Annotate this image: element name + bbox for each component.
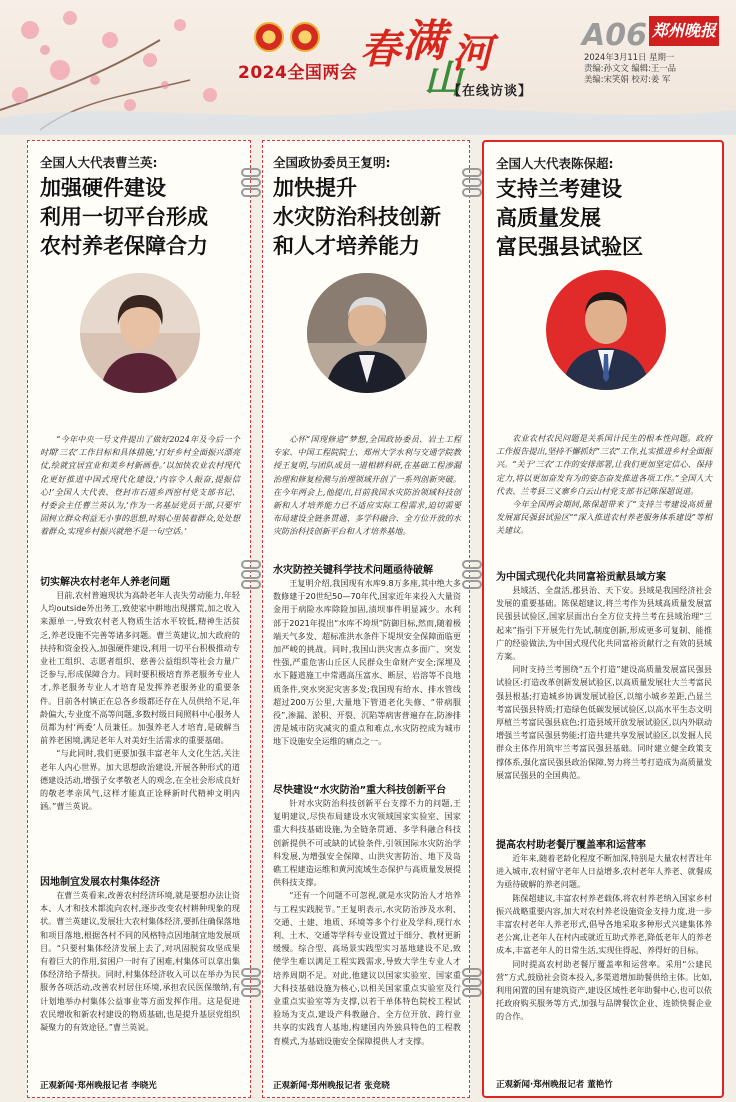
portrait-illustration [307, 273, 427, 393]
section-title: 因地制宜发展农村集体经济 [40, 877, 160, 888]
binder-rings [462, 168, 484, 198]
portrait-illustration [546, 270, 666, 390]
article-column [262, 140, 470, 1098]
section-body [496, 584, 712, 782]
ring-decoration [462, 580, 482, 589]
section-title: 为中国式现代化共同富裕贡献县域方案 [496, 572, 666, 583]
page-number: A06 [582, 18, 647, 53]
page-header [0, 0, 736, 135]
body-paragraph: “还有一个问题不可忽视,就是水灾防治人才培养与工程实践脱节。”王复明表示,水灾防治涉及水利、交通、土建、地质、环境等多个行业及学科,现行水利、土木、交通等学科专业设置过于细分、教材更新缓慢。综合型、高场景实践型实习基地建设不足,致使学生难以满足工程实践需求,导致大学生专业人才培养周期不足。对此,他建议以国家实验室、国家重大科技基础设施为核心,以相关国家重点实验室及行业重点实验室等为支撑,以若干单体特色院校工程试验场为支点,建设产科教融合、全方位开放、跨行业共享的实践育人基地,构建国内外独具特色的工程教育模式,为基础设施安全保障提供人才支撑。 [273, 890, 461, 1046]
portrait-photo [307, 273, 427, 393]
ring-decoration [462, 178, 482, 187]
headline-line: 利用一切平台形成 [40, 204, 208, 229]
binder-rings [241, 168, 263, 198]
binder-rings [241, 560, 263, 590]
lead-paragraph: 心怀“国现修造”梦想,全国政协委员、岩土工程专家、中国工程院院士、郑州大学水利与交通学院教授王复明,与团队成员一道相耕科研,在基础工程渗漏治理和修复检测与治理领域开创了一系列创新突破。在今年两会上,他提出,目前我国水灾防治领域科技创新和人才培养能力已不适应实际工程需求,迫切需要布局建设全链条贯通、多学科融合、全方位开放的水灾防治科技创新平台和人才培养基地。 [273, 434, 461, 537]
section-title: 切实解决农村老年人养老问题 [40, 577, 170, 588]
article-lead [40, 433, 240, 539]
article-heading [40, 153, 240, 260]
headline-line: 富民强县试验区 [496, 234, 643, 259]
issue-meta [584, 52, 676, 85]
lead-paragraph: 农业农村农民问题是关系国计民生的根本性问题。政府工作报告提出,坚持不懈抓好“三农”工作,扎实推进乡村全面振兴。“关于‘三农’工作的安排部署,让我们更加坚定信心、保持定力,将以更加奋发有为的姿态奋发推进各项工作。”全国人大代表、兰考县三义寨乡白云山村党支部书记陈保超说道。 [496, 433, 712, 496]
article-subtitle: 全国政协委员王复明: [273, 155, 391, 170]
article-subtitle: 全国人大代表曹兰英: [40, 155, 158, 170]
ring-decoration [241, 968, 261, 977]
section-title: 提高农村助老餐厅覆盖率和运营率 [496, 840, 646, 851]
section-title: 尽快建设“水灾防治”重大科技创新平台 [273, 785, 447, 796]
body-paragraph: 王复明介绍,我国现有水库9.8万多座,其中绝大多数修建于20世纪50—70年代,国家近年来投入大量资金用于病险水库除险加固,渍坝事件明显减少。水利部于2021年提出“水库不垮坝”防御目标,然而,随着极端天气多发、超标准洪水条件下堤坝安全保障面临更加严峻的挑战。同时,我国山洪灾害点多面广、突发性强,严重危害山丘区人民群众生命财产安全;深埋及水下隧道施工中常遇高压富水、断层、岩溶等不良地质条件,突水突泥灾害多发;我国现有给水、排水管线超过200万公里,大量地下管道老化失修、“带病服役”,渗漏、淤积、开裂、沉陷等病害普遍存在,防渗排涝是城市防灾减灾的重点和难点,水灾防控成为城市地下设施安全运维的痛点之一。 [273, 578, 461, 747]
credits-line: 美编:宋笑娟 校对:姜 军 [584, 74, 671, 84]
article-byline: 正观新闻·郑州晚报记者 张竞晓 [273, 1081, 390, 1091]
emblems [254, 22, 320, 52]
ring-decoration [241, 580, 261, 589]
section-body [496, 852, 712, 1024]
headline-line: 加快提升 [273, 175, 357, 200]
article-headline [40, 173, 240, 260]
ring-decoration [241, 178, 261, 187]
headline-line: 高质量发展 [496, 205, 601, 230]
tagline: 【在线访谈】 [448, 84, 533, 99]
ring-decoration [462, 570, 482, 579]
article-lead [273, 433, 461, 539]
portrait-illustration [80, 273, 200, 393]
headline-line: 支持兰考建设 [496, 176, 622, 201]
body-paragraph: 目前,农村普遍现状为高龄老年人丧失劳动能力,年轻人均outside外出务工,致使家中耕地出现撂荒,加之收入来源单一,导致农村老人物质生活水平较低,精神生活贫乏,养老设施不完善等诸多问题。曹兰英建议,加大政府的扶持和资金投入,加强硬件建设,利用一切平台积极推动专业社工组织、志愿者组织、慈善公益组织等社会力量广泛参与,形成保障合力。同时要积极培育养老服务专业人才,养老服务专业人才培育是发挥养老服务业的重要条件。目前各村镇正在总各乡级都还存在人员供给不足,年龄偏大,专业度不高等问题,多数村级日间照料中心服务人员都为村‘两委’人员兼任。加强养老人才培育,是破解当前养老困境,满足老年人对美好生活需求的重要基础。 [40, 590, 240, 746]
headline-line: 水灾防治科技创新 [273, 204, 441, 229]
binder-rings [462, 968, 484, 998]
section-body [273, 577, 461, 749]
section-title: 水灾防控关键科学技术问题亟待破解 [273, 565, 433, 576]
body-paragraph: 在曹兰英看来,改善农村经济环境,就是要想办法让资本、人才和技术都流向农村,逐步改变农村耕种现象的现状。曹兰英建议,发展壮大农村集体经济,要抓住确保落地和项目落地,根据各村不同的风格特点因地制宜地发展项目。“只要村集体经济发展上去了,对巩固脱贫攻坚成果有着巨大的作用,贫困户一时有了困难,村集体可以拿出集体经济给予帮扶。同时,村集体经济收入可以在举办为民服务各项活动,改善农村居住环境,承担农民医保缴纳,有计划地举办村集体公益事业等方面发挥作用。这是促进农民增收和新农村建设的物质基础,也是提升基层党组织凝聚力的有效途径。”曹兰英说。 [40, 890, 240, 1033]
article-headline [496, 174, 716, 261]
article-byline: 正观新闻·郑州晚报记者 李晓光 [40, 1081, 157, 1091]
body-paragraph: 针对水灾防治科技创新平台支撑不力的问题,王复明建议,尽快布局建设水灾领域国家实验室、国家重大科技基础设施,为全链条贯通、多学科融合科技创新提供不可或缺的试验条件,引领国际水灾防治学科发展,为增强安全保障、山洪灾害防治、地下及岛礁工程建造运维和黄河流域生态保护与高质量发展提供科技支撑。 [273, 798, 461, 888]
brand-char: 春 [360, 26, 400, 73]
brand-char: 河 [452, 30, 492, 77]
body-paragraph: 同时提高农村助老餐厅覆盖率和运营率。采用“公建民营”方式,鼓励社会资本投入,多渠道增加助餐供给主体。比如,利用闲置的国有建筑资产,建设区域性老年助餐中心,也可以依托政府购买服务等方式,加强与品牌餐饮企业、连锁快餐企业的合作。 [496, 958, 712, 1022]
ring-decoration [462, 988, 482, 997]
headline-line: 和人才培养能力 [273, 233, 420, 258]
issue-date: 2024年3月11日 星期一 [584, 52, 675, 62]
ring-decoration [241, 988, 261, 997]
national-emblem-icon [254, 22, 284, 52]
headline-line: 农村养老保障合力 [40, 233, 208, 258]
lead-paragraph: 今年全国两会期间,陈保超带来了“支持兰考建设高质量发展富民强县试验区”“深入推进农村养老服务体系建设”等相关建议。 [496, 499, 712, 536]
ring-decoration [241, 168, 261, 177]
brand-char: 山 [424, 56, 463, 101]
article-headline [273, 173, 463, 260]
ring-decoration [462, 978, 482, 987]
section-body [40, 889, 240, 1034]
ring-decoration [241, 570, 261, 579]
brand-char: 满 [402, 16, 446, 67]
article-column-highlighted [482, 140, 724, 1098]
body-paragraph: 近年来,随着老龄化程度不断加深,特别是大量农村青壮年进入城市,农村留守老年人日益增多,农村老年人养老、就餐成为亟待破解的养老问题。 [496, 853, 712, 890]
event-title: 2024全国两会 [238, 63, 358, 83]
portrait-photo [546, 270, 666, 390]
binder-rings [462, 560, 484, 590]
lead-paragraph: “今年中央一号文件提出了做好2024年及今后一个时期‘三农’工作目标和具体措施,‘打好乡村全面振兴漂亮仗,绘就宜居宜业和美乡村新画卷。’以加快农业农村现代化更好推进中国式现代化建设,‘内容令人振奋,提振信心!’全国人大代表、登封市石道乡西窑村党支部书记、村委会主任曹兰英认为,‘作为一名基层党员干部,只要牢固树立群众利益无小事的思想,时刻心里装着群众,处处想着群众,实现乡村振兴就绝不是一句空话。’ [40, 434, 240, 537]
portrait-photo [80, 273, 200, 393]
article-heading [273, 153, 463, 260]
article-column [27, 140, 251, 1098]
ring-decoration [462, 168, 482, 177]
ring-decoration [241, 978, 261, 987]
body-paragraph: 同时支持兰考围绕“五个打造”建设高质量发展富民强县试验区:打造改革创新发展试验区,以高质量发展壮大兰考富民强县根基;打造城乡协调发展试验区,以缩小城乡差距,凸显兰考富民强县特质;打造绿色低碳发展试验区,以高水平生态文明厚植兰考富民强县底色;打造县域开放发展试验区,以内外联动增强兰考富民强县势能;打造共建共享发展试验区,以发掘人民群众主体作用筑牢兰考富民强县基础。同时建立健全政策支撑体系,强化富民强县政治保障,努力将兰考打造成为高质量发展富民强县的全国典范。 [496, 664, 712, 780]
ring-decoration [462, 968, 482, 977]
body-paragraph: 陈保超建议,丰富农村养老载体,将农村养老纳入国家乡村振兴战略重要内容,加大对农村养老设施资金支持力度,进一步丰富农村老年人养老形式,倡导各地采取多种形式兴建集体养老公寓,让老年人在村内或就近互助式养老,降低老年人的养老成本,丰富老年人的日常生活,实现住得起、养得好的目标。 [496, 892, 712, 956]
article-byline: 正观新闻·郑州晚报记者 董艳竹 [496, 1080, 613, 1090]
section-body [273, 797, 461, 1048]
headline-line: 加强硬件建设 [40, 175, 166, 200]
ring-decoration [462, 560, 482, 569]
section-body [40, 589, 240, 813]
body-paragraph: 县域活、全盘活,郡县治、天下安。县域是我国经济社会发展的重要基础。陈保超建议,将兰考作为县域高质量发展富民强县试验区,国家层面出台全方位支持兰考在县域治理“三起来”指引下开展先行先试,制度创新,形成更多可复制、能推广的经验做法,为中国式现代化共同富裕贡献行之有效的县域方案。 [496, 585, 712, 662]
ring-decoration [241, 560, 261, 569]
article-heading [496, 154, 716, 261]
credits-line: 责编:孙文文 编辑:王一品 [584, 63, 677, 73]
article-subtitle: 全国人大代表陈保超: [496, 156, 614, 171]
paper-logo: 郑州晚报 [649, 16, 719, 46]
binder-rings [241, 968, 263, 998]
ring-decoration [462, 188, 482, 197]
body-paragraph: “与此同时,我们更要加强丰富老年人文化生活,关注老年人内心世界。加大思想政治建设,开展各种形式的道德建设活动,增强子女孝敬老人的观念,在全社会形成良好的敬老孝亲风气,这样才能真正诠释新时代精神文明内涵。”曹兰英说。 [40, 748, 240, 812]
article-lead [496, 432, 712, 538]
ring-decoration [241, 188, 261, 197]
cppcc-emblem-icon [290, 22, 320, 52]
